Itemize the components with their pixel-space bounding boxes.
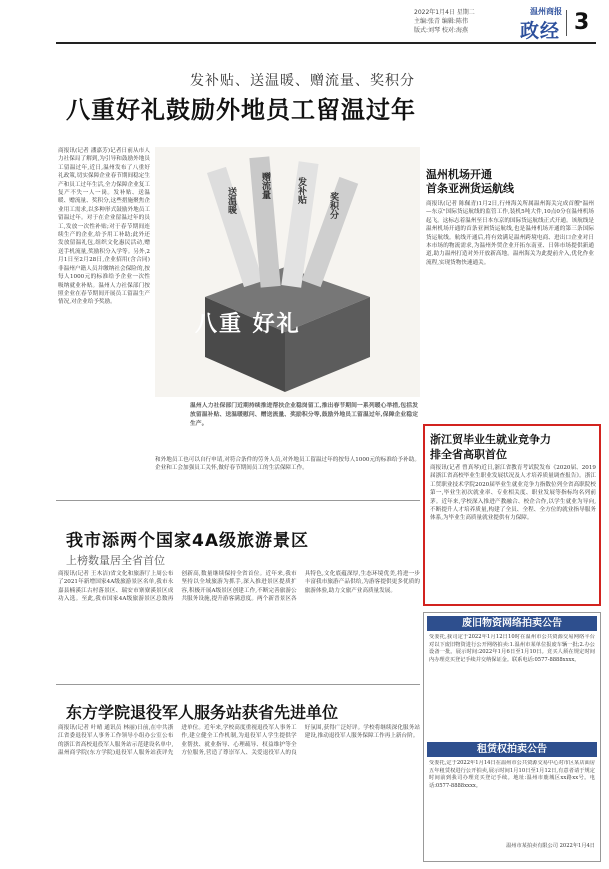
masthead-editor: 主编:张青 编辑:陈伟 — [414, 18, 468, 25]
ads-column — [423, 612, 601, 862]
masthead-date: 2022年1月4日 星期二 — [414, 9, 475, 16]
illus-label-3: 发补贴 — [296, 177, 306, 204]
illus-label-1: 送温暖 — [226, 187, 236, 214]
masthead-proof: 版式:刘琴 校对:海燕 — [414, 27, 468, 34]
tourism-headline: 我市添两个国家4A级旅游景区 — [66, 531, 309, 551]
grad-headline: 浙江贸毕业生就业竞争力 排全省高职首位 — [430, 433, 551, 461]
gift-box-illustration — [155, 147, 420, 397]
tourism-body: 商报讯(记者 王木洁)省文化和旅游厅上周公布了2021年新增国家4A级旅游景区名单,我市永嘉县楠溪江古村落景区、瑞安市寨寮溪景区成功入选。至此,我市国家4A级旅游景区总数再创新高,数量继续保持全省首位。近年来,我市坚持以全域旅游为抓手,深入推进景区提质扩容,积极开展A级景区创建工作,不断完善旅游公共服务设施,提升游客满意度。两个新晋景区各具特色,文化底蕴深厚,生态环境优美,将进一步丰富我市旅游产品供给,为游客提供更多优质的旅游体验,助力文旅产业高质量发展。 — [58, 571, 420, 603]
masthead-page-number: 3 — [574, 10, 590, 35]
ad-footer: 温州市某拍卖有限公司 2022年1月4日 — [506, 843, 595, 849]
lead-caption: 温州人力社保部门近期持续推进帮扶企业稳岗留工,推出春节期间一系列暖心举措,包括发放留温补贴、送温暖慰问、赠送流量、奖励积分等,鼓励外地员工留温过年,保障企业稳定生产。 — [190, 403, 418, 427]
grad-body: 商报讯(记者 曾真琴)近日,浙江省教育考试院发布《2020届、2019届浙江省高校毕业生职业发展状况及人才培养质量调查报告》。浙江工贸职业技术学院2020届毕业生就业竞争力指数位列全省高职院校第一,毕业生初次就业率、专业相关度、职业发展等指标均名列前茅。近年来,学校深入推进产教融合、校企合作,以学生就业为导向,不断提升人才培养质量,构建了全员、全程、全方位的就业指导服务体系,为毕业生高质量就业提供有力保障。 — [430, 465, 596, 522]
lead-headline: 八重好礼鼓励外地员工留温过年 — [66, 96, 416, 124]
ad1-body: 受委托,我司定于2022年1月12日10时在温州市公共资源交易网络平台对以下废旧物资进行公开网络拍卖:1.温州市某单位报废车辆一批;2.办公设备一批。展示时间:2022年1月6日至1月10日。竞买人须在规定时间内办理竞买登记手续并交纳保证金。联系电话:0577-8888xxxx。 — [429, 634, 595, 663]
masthead-section: 政经 — [520, 20, 561, 42]
veteran-headline: 东方学院退役军人服务站获省先进单位 — [66, 703, 339, 722]
masthead-rule — [56, 42, 596, 44]
veteran-body: 商报讯(记者 叶晴 通讯员 林丽)日前,在中共浙江省委退役军人事务工作领导小组办公室公布的浙江省高校退役军人服务站示范建设名单中,温州商学院(东方学院)退役军人服务站获评先进单位。近年来,学校高度重视退役军人事务工作,建立健全工作机制,为退役军人学生提供学业帮扶、就业指导、心理疏导、权益维护等全方位服务,营造了尊崇军人、关爱退役军人的良好氛围,获得广泛好评。学校将继续深化服务站建设,推动退役军人服务保障工作再上新台阶。 — [58, 725, 420, 757]
lead-body-left: 商报讯(记者 潘嘉芳)记者日前从市人力社保局了解到,为引导和鼓励外地员工留温过年,近日,温州发布了八重好礼政策,切实保障企业春节期间稳定生产和员工过年生活,全力保障企业复工复产不失一人一岗。发补贴、送温暖、赠流量、奖积分,这些措施聚焦企业用工需求,以多种形式鼓励外地员工留温过年。对于在企业留温过年的员工,发放一次性补贴;对于春节期间连续生产的企业,给予用工补助;此外还发放留温礼包,组织文化惠民活动,赠送手机流量,奖励积分入学等。另外,2月1日至2月28日,企业招用(含合同)非温州户籍人员并缴纳社会保险的,按每人1000元的标准给予企业一次性吸纳就业补贴。温州人力社保部门按照企业在春节期间开展员工留温生产情况,对企业给予奖励。 — [58, 148, 150, 306]
airport-headline: 温州机场开通 首条亚洲货运航线 — [426, 168, 514, 195]
illus-title: 八重 好礼 — [195, 312, 301, 337]
section-divider-1 — [56, 500, 420, 501]
masthead-divider — [566, 10, 567, 36]
ad2-title: 租赁权拍卖公告 — [427, 742, 597, 757]
masthead — [0, 0, 609, 50]
lead-illustration — [155, 147, 420, 397]
illus-label-2: 赠流量 — [260, 172, 270, 199]
section-divider-2 — [56, 684, 420, 685]
illus-label-4: 奖积分 — [328, 192, 338, 219]
masthead-brand: 温州商报 — [530, 7, 562, 16]
tourism-subhead: 上榜数量居全省首位 — [66, 554, 165, 567]
ad2-body: 受委托,定于2022年1月14日在温州市公共资源交易中心对市区某店面房五年租赁权进行公开拍卖,展示时间1月10日至1月12日,有意者请于规定时间前到我司办理竞买登记手续。地址:温州市鹿城区xx路xx号。电话:0577-8888xxxx。 — [429, 760, 595, 789]
lead-body-bottom: 和外地员工也可以自行申请,对符合条件的劳务人员,对外地员工留温过年的按每人1000元的标准给予补助。企业和工会加强员工关怀,做好春节期间员工的生活保障工作。 — [155, 457, 420, 472]
lead-kicker: 发补贴、送温暖、赠流量、奖积分 — [190, 73, 415, 89]
ad1-title: 废旧物资网络拍卖公告 — [427, 616, 597, 631]
airport-body: 商报讯(记者 陈佩青)1月2日,行州海关所属温州海关完成首艘"温州—东京"国际货运航线的监管工作,装机5吨大件,10点0分在温州机场起飞。这标志着温州至日本东京的国际货运航线正式开通。该航线是温州机场开通的首条亚洲货运航线,也是温州机场开通的第三条国际货运航线。航线开通后,将有效满足温州跨境电商、进出口企业对日本市场的物流需求,为温州外贸企业开拓东南亚、日韩市场提供新通道,助力温州打造对外开放新高地。温州海关为此提前介入,优化作业流程,实现货物快速通关。 — [426, 201, 594, 266]
